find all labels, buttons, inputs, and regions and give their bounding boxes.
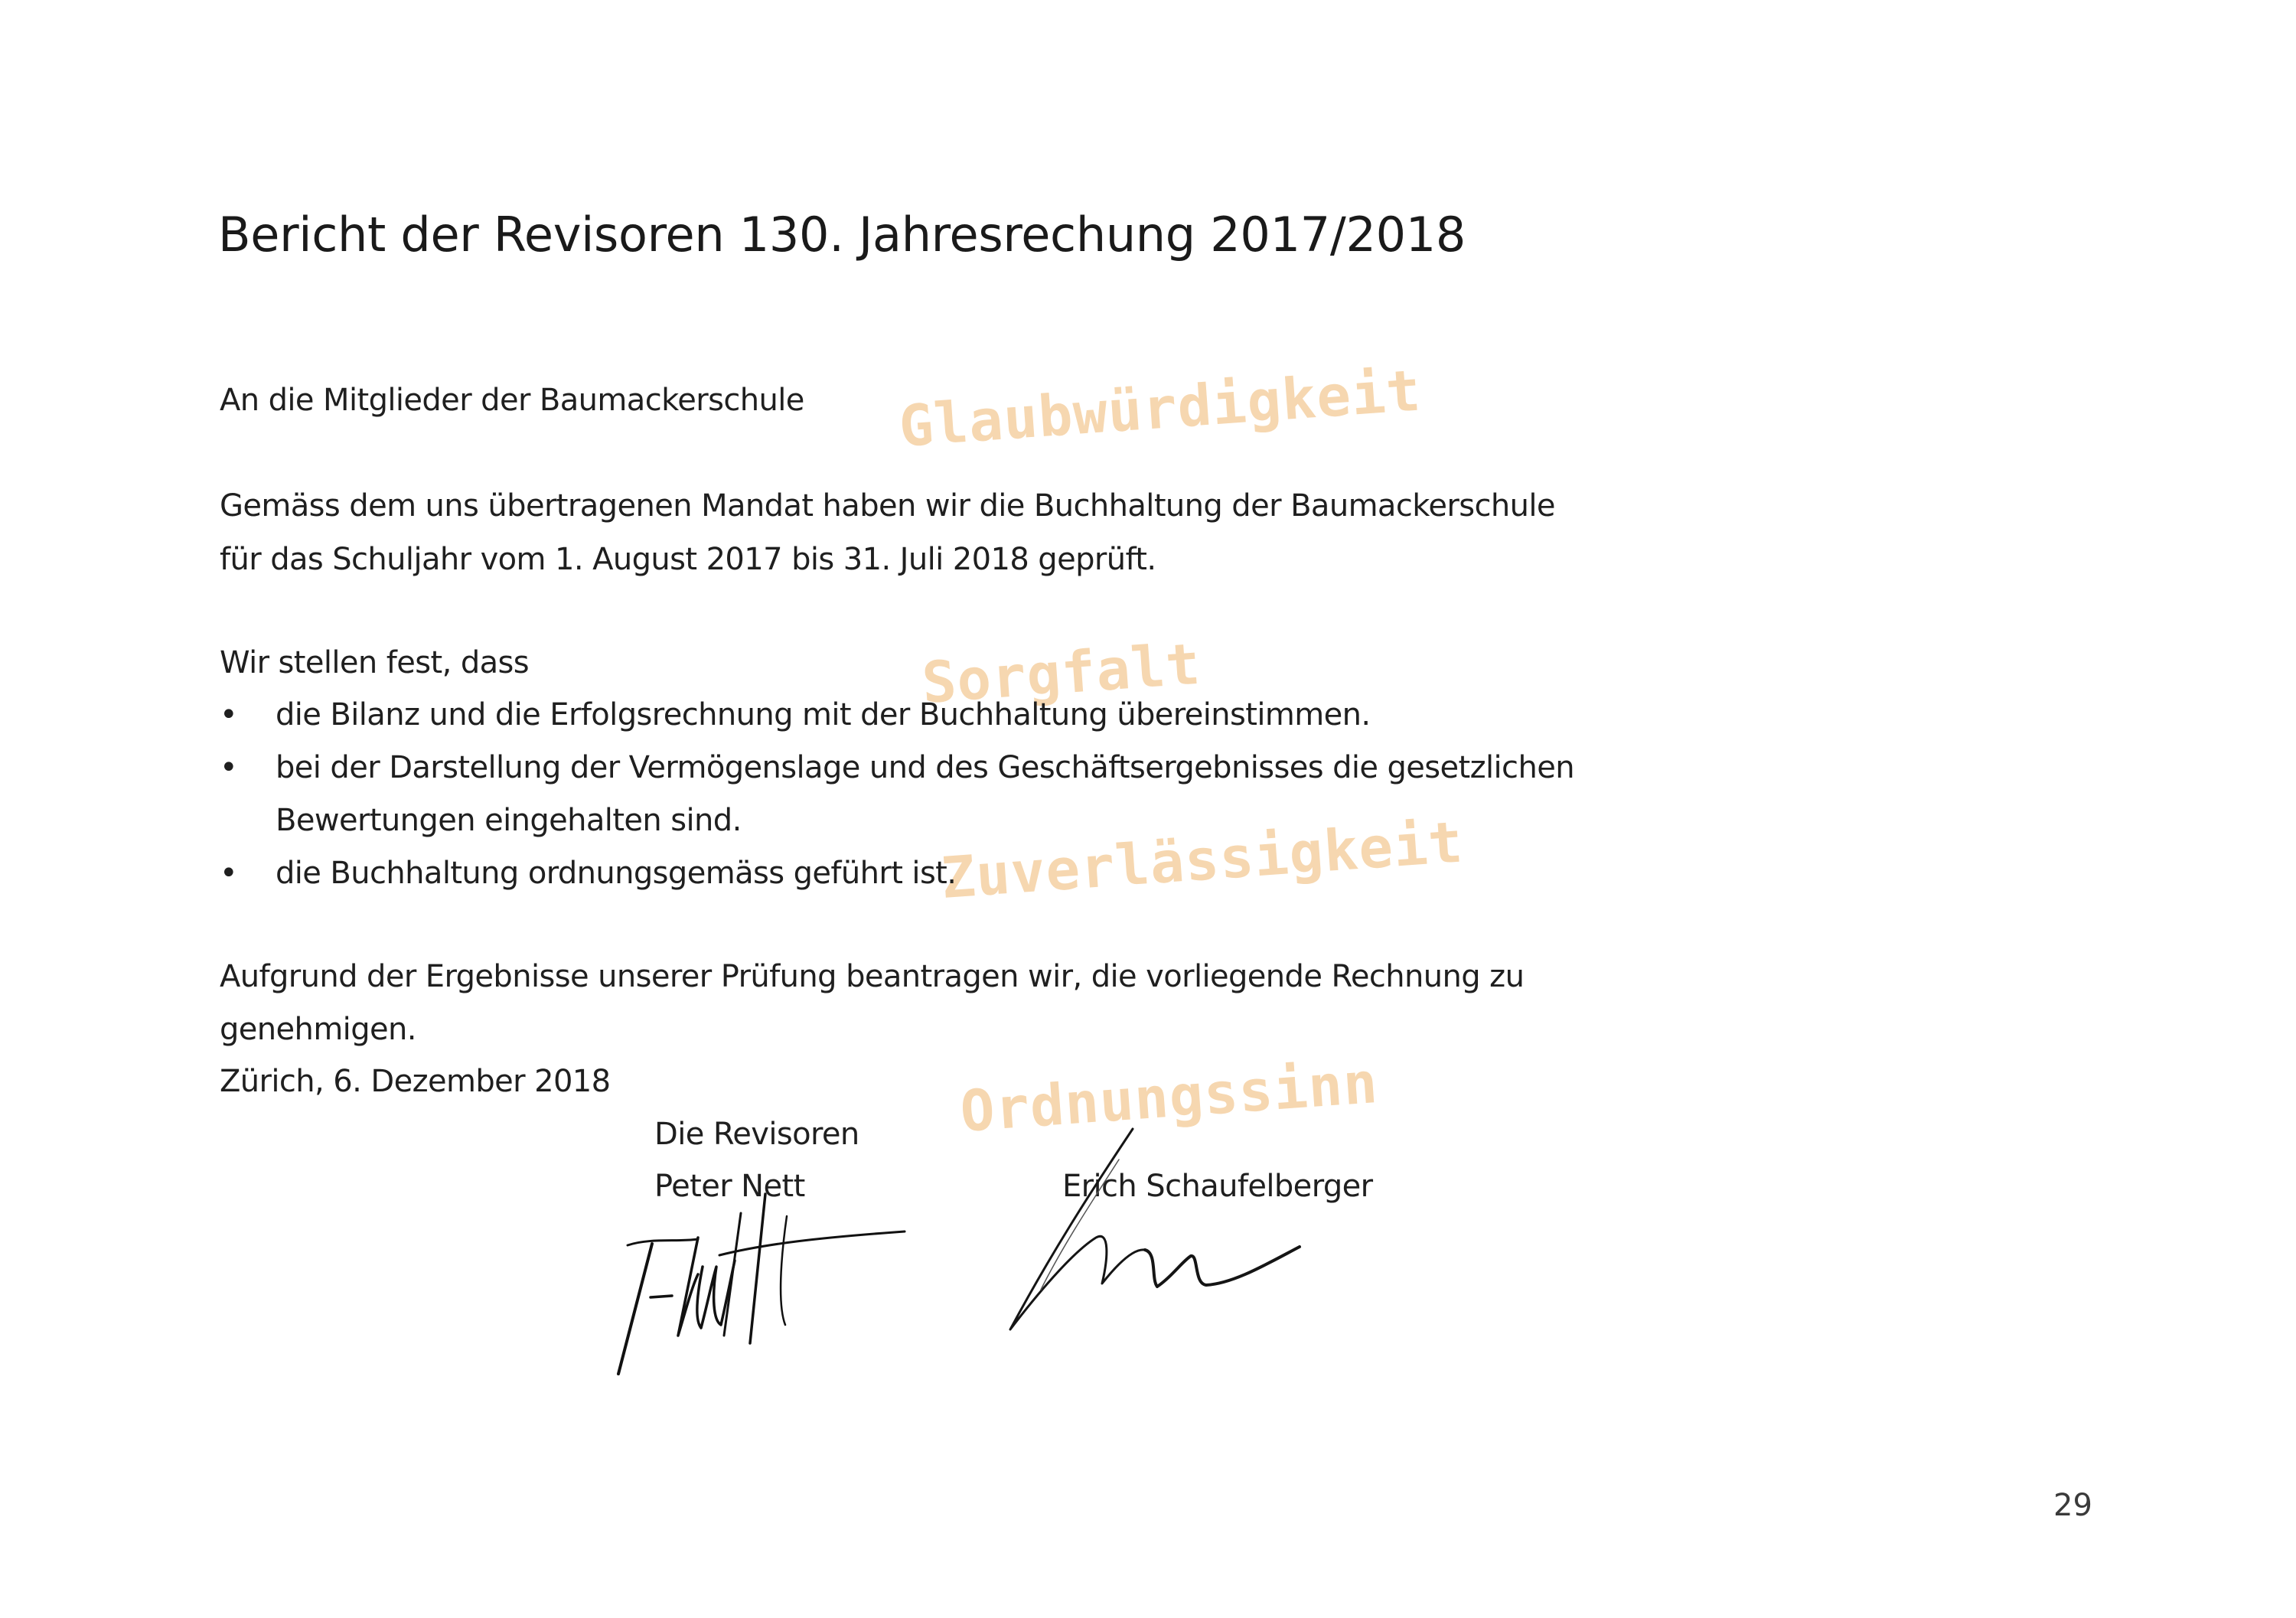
watermark-ordnungssinn: Ordnungssinn [958, 1049, 1381, 1145]
bullet-icon: • [220, 856, 238, 891]
signature-peter-nett [605, 1152, 926, 1381]
signer2-name: Erich Schaufelberger [1062, 1169, 1373, 1204]
signatures-heading: Die Revisoren [654, 1117, 859, 1152]
page-number: 29 [2053, 1488, 2092, 1523]
signer1-name: Peter Nett [654, 1169, 805, 1204]
finding-1-line1: die Bilanz und die Erfolgsrechnung mit der Buchhaltung übereinstimmen. [276, 697, 1371, 732]
place-date: Zürich, 6. Dezember 2018 [220, 1064, 611, 1099]
bullet-icon: • [220, 750, 238, 785]
findings-intro: Wir stellen fest, dass [220, 645, 530, 680]
page-title: Bericht der Revisoren 130. Jahresrechung 2017/2018 [218, 207, 1466, 263]
watermark-sorgfalt: Sorgfalt [920, 631, 1203, 716]
finding-3-line1: die Buchhaltung ordnungsgemäss geführt ist. [276, 856, 957, 891]
bullet-icon: • [220, 697, 238, 732]
paragraph1-line2: für das Schuljahr vom 1. August 2017 bis 31. Juli 2018 geprüft. [220, 542, 1156, 577]
finding-2-line2: Bewertungen eingehalten sind. [276, 803, 742, 838]
paragraph2-line1: Aufgrund der Ergebnisse unserer Prüfung beantragen wir, die vorliegende Rechnung zu [220, 959, 1525, 994]
watermark-glaubwuerdigkeit: Glaubwürdigkeit [897, 357, 1424, 460]
paragraph2-line2: genehmigen. [220, 1012, 416, 1047]
paragraph1-line1: Gemäss dem uns übertragenen Mandat haben wir die Buchhaltung der Baumackerschule [220, 488, 1555, 524]
watermark-zuverlaessigkeit: Zuverlässigkeit [939, 809, 1466, 912]
signature-erich-schaufelberger [987, 1114, 1324, 1343]
finding-2-line1: bei der Darstellung der Vermögenslage und des Geschäftsergebnisses die gesetzlichen [276, 750, 1574, 785]
salutation: An die Mitglieder der Baumackerschule [220, 383, 804, 418]
